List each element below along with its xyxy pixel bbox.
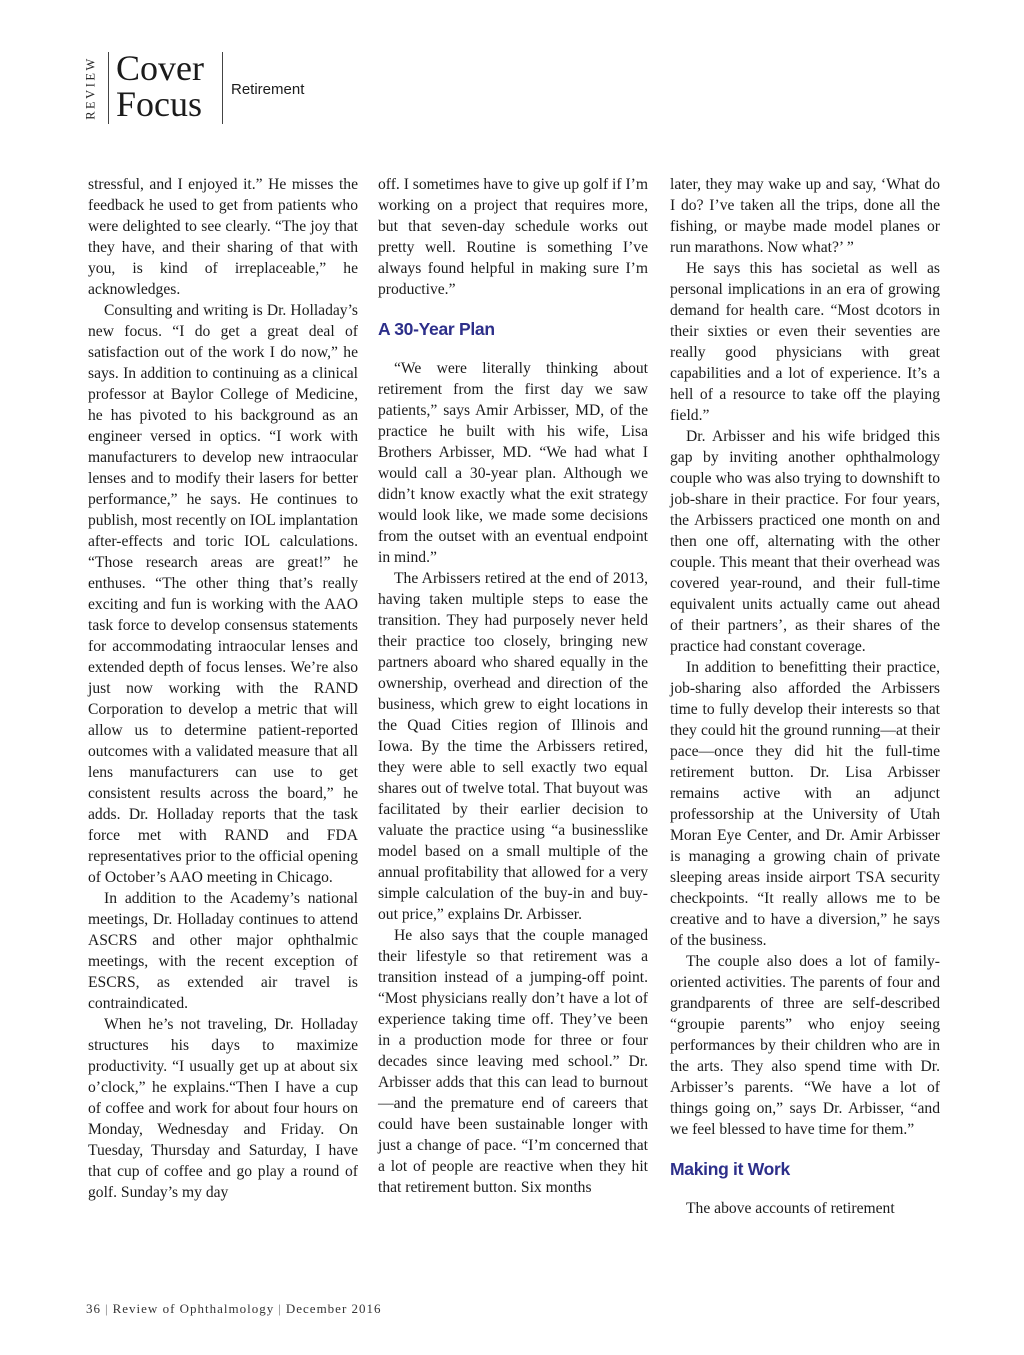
paragraph: The couple also does a lot of family-oriented activities. The parents of four and grandparents of three are self-described “groupie parents” who enjoy seeing performances by their children who are in the arts. They also spend time with Dr. Arbisser’s parents. “We have a lot of things going on,” says Dr. Arbisser, “and we feel blessed to have time for them.”: [670, 953, 940, 1138]
page-footer: [86, 1301, 382, 1317]
article-column-1: [88, 174, 358, 1203]
section-title: [116, 50, 204, 122]
paragraph: In addition to the Academy’s national meetings, Dr. Holladay continues to attend ASCRS and other major ophthalmic meetings, with the recent exception of ESCRS, as extended air travel is contraindicated.: [88, 890, 358, 1012]
paragraph: stressful, and I enjoyed it.” He misses the feedback he used to get from patients who were delighted to see clearly. “The joy that they have, and their sharing of that with you, is kind of irreplaceable,” he acknowledges.: [88, 176, 358, 298]
issue-date: December 2016: [285, 1301, 382, 1316]
article-column-2: [378, 174, 648, 1198]
title-line-1: Cover: [116, 48, 204, 88]
section-label: Retirement: [231, 81, 305, 98]
paragraph: He says this has societal as well as personal implications in an era of growing demand for health care. “Most dcotors in their sixties or even their seventies are really good physicians with great capabilities and a lot of experience. It’s a hell of a resource to take off the playing field.”: [670, 260, 940, 424]
paragraph: He also says that the couple managed their lifestyle so that retirement was a transition instead of a jumping-off point. “Most physicians really don’t have a lot of experience taking time off. They’ve been in a production mode for three or four decades since leaving med school.” Dr. Arbisser adds that this can lead to burnout—and the premature end of careers that could have been sustainable longer with just a change of pace. “I’m concerned that a lot of people are reactive when they hit that retirement button. Six months: [378, 927, 648, 1196]
header-divider-right: [222, 52, 223, 124]
page-number: 36: [86, 1301, 101, 1316]
subheading-making-it-work: Making it Work: [670, 1159, 790, 1179]
footer-separator: |: [278, 1301, 282, 1316]
paragraph: The above accounts of retirement: [686, 1200, 895, 1217]
title-line-2: Focus: [116, 84, 203, 124]
paragraph: Dr. Arbisser and his wife bridged this gap by inviting another ophthalmology couple who was also trying to downshift to job-share in their practice. For four years, the Arbissers practiced one month on and then one off, alternating with the other couple. This meant that their overhead was covered year-round, and their full-time equivalent units actually came out ahead of their partners’, as their shares of the practice had constant coverage.: [670, 428, 940, 655]
footer-separator: |: [105, 1301, 109, 1316]
paragraph: “We were literally thinking about retirement from the first day we saw patients,” says Amir Arbisser, MD, of the practice he built with his wife, Lisa Brothers Arbisser, MD. “We had what I would call a 30-year plan. Although we didn’t know exactly what the exit strategy would look like, we made some decisions from the outset with an eventual endpoint in mind.”: [378, 360, 648, 566]
vertical-review-label: [76, 52, 106, 124]
review-label-text: REVIEW: [83, 56, 98, 120]
paragraph: off. I sometimes have to give up golf if I’m working on a project that requires more, but that seven-day schedule works out pretty well. Routine is something I’ve always found helpful in making sure I’m productive.”: [378, 176, 648, 298]
paragraph: When he’s not traveling, Dr. Holladay structures his days to maximize productivity. “I usually get up at about six o’clock,” he explains.“Then I have a cup of coffee and work for about four hours on Monday, Wednesday and Friday. On Tuesday, Thursday and Saturday, I have that cup of coffee and go play a round of golf. Sunday’s my day: [88, 1016, 358, 1201]
publication-name: Review of Ophthalmology: [112, 1301, 275, 1316]
paragraph: The Arbissers retired at the end of 2013, having taken multiple steps to ease the transition. They had purposely never held their practice too closely, bringing new partners aboard who shared equally in the ownership, overhead and direction of the business, which grew to eight locations in the Quad Cities region of Illinois and Iowa. By the time the Arbissers retired, they were able to sell exactly two equal shares out of twelve total. That buyout was facilitated by their earlier decision to valuate the practice using “a businesslike model based on a small multiple of the annual profitability that allowed for a very simple calculation of the buy-in and buy-out price,” explains Dr. Arbisser.: [378, 570, 648, 923]
header-divider-left: [108, 52, 109, 124]
article-column-3: [670, 174, 940, 1219]
paragraph: Consulting and writing is Dr. Holladay’s new focus. “I do get a great deal of satisfaction out of the work I do now,” he says. In addition to continuing as a clinical professor at Baylor College of Medicine, he has pivoted to his background as an engineer versed in optics. “I work with manufacturers to develop new intraocular lenses and to modify their lasers for better performance,” he says. He continues to publish, most recently on IOL implantation after-effects and toric IOL calculations. “Those research areas are great!” he enthuses. “The other thing that’s really exciting and fun is working with the AAO task force to develop consensus statements for accommodating intraocular lenses and extended depth of focus lenses. We’re also just now working with the RAND Corporation to develop a metric that will allow us to determine patient-reported outcomes with a validated measure that all lens manufacturers can use to get consistent results across the board,” he adds. Dr. Holladay reports that the task force met with RAND and FDA representatives prior to the official opening of October’s AAO meeting in Chicago.: [88, 302, 358, 886]
paragraph: later, they may wake up and say, ‘What do I do? I’ve taken all the trips, done all the fishing, or maybe made model planes or run marathons. Now what?’ ”: [670, 176, 940, 256]
subheading-30-year-plan: A 30-Year Plan: [378, 319, 495, 339]
paragraph: In addition to benefitting their practice, job-sharing also afforded the Arbissers time to fully develop their interests so that they could hit the ground running—at their pace—once they did hit the full-time retirement button. Dr. Lisa Arbisser remains active with an adjunct professorship at the University of Utah Moran Eye Center, and Dr. Amir Arbisser is managing a growing chain of private sleeping areas inside airport TSA security checkpoints. “It really allows me to be creative and to have a diversion,” he says of the business.: [670, 659, 940, 949]
